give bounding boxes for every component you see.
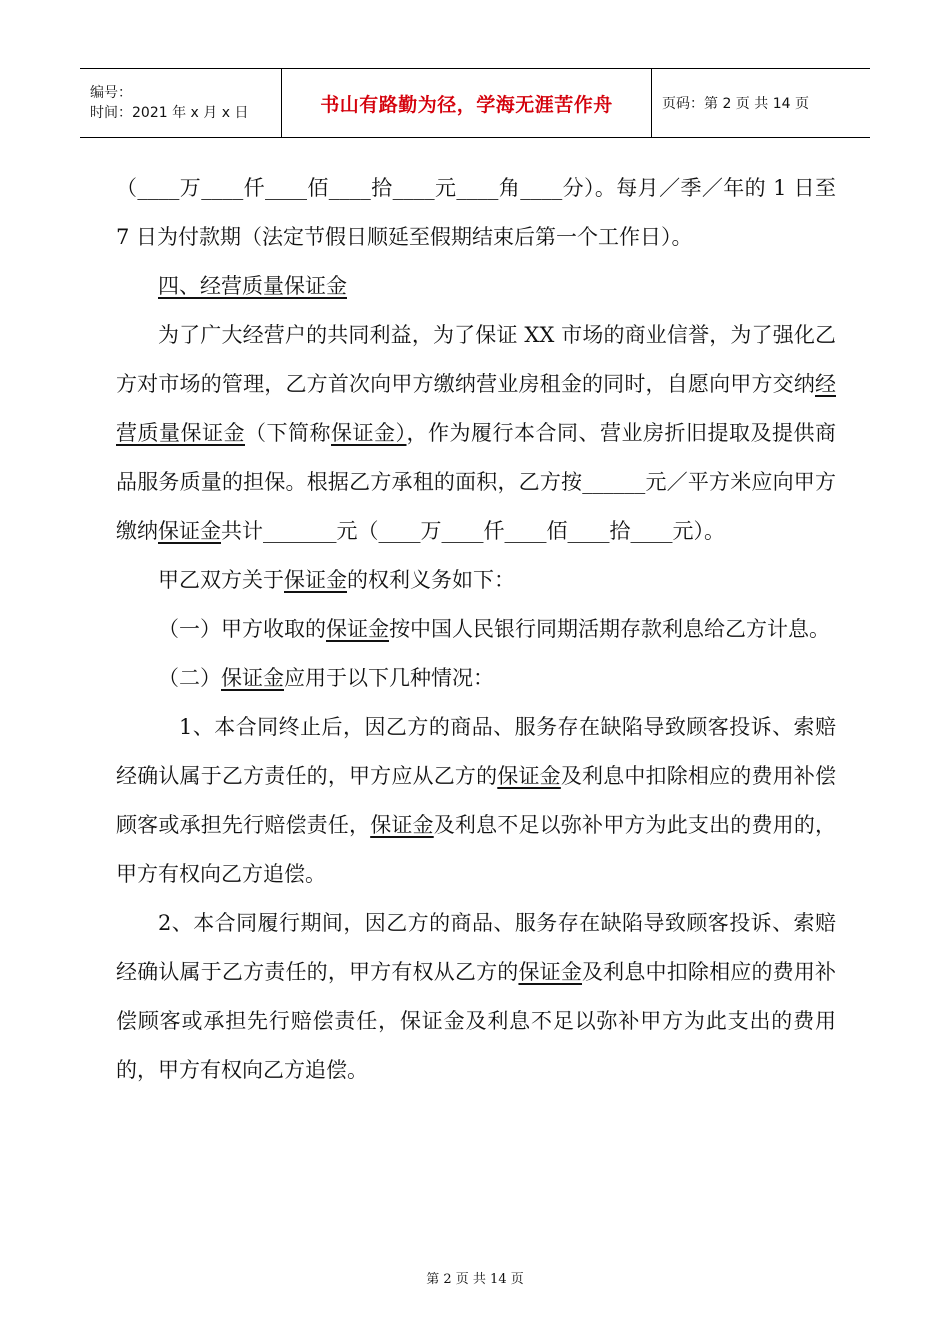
underlined-term: 保证金 — [326, 617, 389, 641]
paragraph-clause-2 — [116, 654, 836, 703]
underlined-term: 保证金 — [518, 960, 582, 984]
paragraph-text: 共计_______元（____万____仟____佰____拾____元）。 — [221, 519, 725, 543]
paragraph-text: 甲乙双方关于 — [158, 568, 284, 592]
paragraph-text: 1、本合同终止后，因乙方的商品、服务存在缺陷导致顾客投诉、索赔经确认属于乙方责任的，甲方应从乙方的 — [116, 715, 836, 788]
paragraph-item-1 — [116, 703, 836, 899]
header-page-cell — [652, 69, 870, 137]
document-number-label: 编号： — [90, 85, 132, 101]
section-title: 四、经营质量保证金 — [158, 274, 347, 298]
header-motto: 书山有路勤为径，学海无涯苦作舟 — [320, 93, 613, 116]
paragraph-deposit-intro — [116, 311, 836, 556]
paragraph-text: 及利息中扣除相应的费用补偿顾客或承担先行赔偿责任，保证金及利息不足以弥补甲方为此支出的费用的，甲方有权向乙方追偿。 — [116, 960, 836, 1082]
header-page-label: 页码：第 2 页 共 14 页 — [662, 96, 809, 112]
paragraph-text: 2、本合同履行期间，因乙方的商品、服务存在缺陷导致顾客投诉、索赔经确认属于乙方责任的，甲方有权从乙方的 — [116, 911, 836, 984]
paragraph-text: （二） — [158, 666, 221, 690]
paragraph-clause-1 — [116, 605, 836, 654]
paragraph-text: 应用于以下几种情况： — [284, 666, 494, 690]
header-meta — [80, 69, 282, 137]
underlined-term: 经营质量保证金 — [116, 372, 836, 445]
underlined-term: 保证金 — [497, 764, 561, 788]
underlined-term: 保证金 — [284, 568, 347, 592]
paragraph-text: （一）甲方收取的 — [158, 617, 326, 641]
underlined-term: 保证金 — [158, 519, 221, 543]
underlined-term: 保证金） — [331, 421, 407, 445]
section-heading — [116, 262, 836, 311]
document-body — [116, 164, 836, 1095]
document-header — [80, 68, 870, 138]
underlined-term: 保证金 — [370, 813, 434, 837]
page-footer: 第 2 页 共 14 页 — [426, 1272, 524, 1287]
paragraph-text: 及利息不足以弥补甲方为此支出的费用的，甲方有权向乙方追偿。 — [116, 813, 837, 886]
paragraph-payment-period — [116, 164, 836, 262]
paragraph-text: 的权利义务如下： — [347, 568, 515, 592]
paragraph-text: ，作为履行本合同、营业房折旧提取及提供商品服务质量的担保。根据乙方承租的面积，乙方按______元／平方米应向甲方缴纳 — [116, 421, 836, 543]
paragraph-text: 及利息中扣除相应的费用补偿顾客或承担先行赔偿责任， — [116, 764, 837, 837]
paragraph-item-2 — [116, 899, 836, 1095]
header-motto-cell — [282, 69, 652, 137]
paragraph-text: （下简称 — [245, 421, 331, 445]
underlined-term: 保证金 — [221, 666, 284, 690]
paragraph-text: 为了广大经营户的共同利益，为了保证 XX 市场的商业信誉，为了强化乙方对市场的管理，乙方首次向甲方缴纳营业房租金的同时，自愿向甲方交纳 — [116, 323, 836, 396]
paragraph-rights-obligations — [116, 556, 836, 605]
paragraph-text: （____万____仟____佰____拾____元____角____分）。每月／季／年的 1 日至 7 日为付款期（法定节假日顺延至假期结束后第一个工作日）。 — [116, 176, 836, 249]
document-time-label: 时间：2021 年 x 月 x 日 — [90, 105, 249, 121]
paragraph-text: 按中国人民银行同期活期存款利息给乙方计息。 — [389, 617, 830, 641]
